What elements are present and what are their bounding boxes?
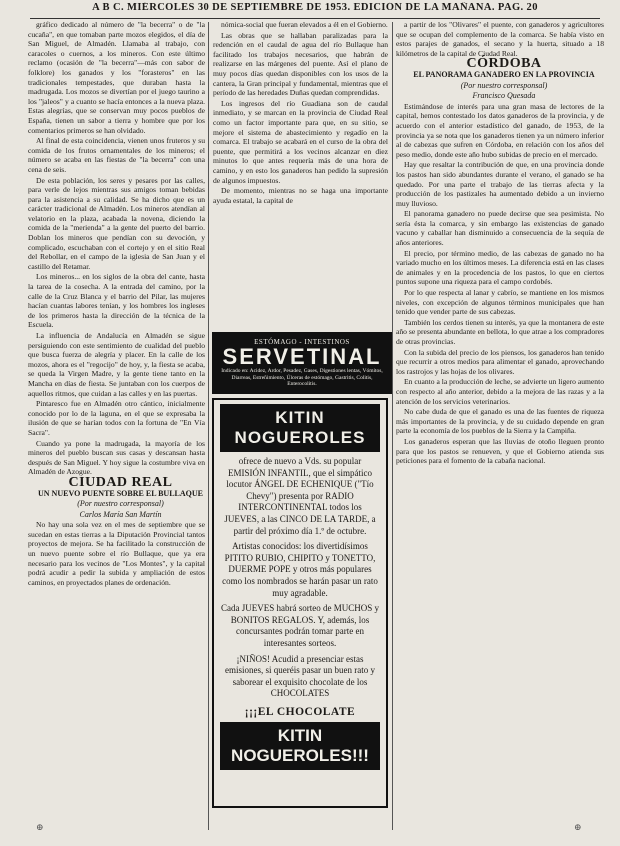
ad-paragraph: Cada JUEVES habrá sorteo de MUCHOS y BONITOS REGALOS. Y, además, los concursantes podrán tomar parte en interesantes sorteos. <box>221 603 379 648</box>
servetinal-ad <box>212 332 392 394</box>
column-2 <box>213 20 388 338</box>
ad-paragraph: Artistas conocidos: los divertidísimos PITITO RUBIO, CHIPITO y TONETTO, DUERME POPE y otros más populares como los nombrados se harán pasar un rato muy agradable. <box>222 541 378 598</box>
article-paragraph: a partir de los "Olivares" el puente, con ganaderos y agricultores que se ocupan del complemento de la comarca. Se había visto en estos parajes de ganados, el secano y la huerta, situado a 18 kilómetros de la capital de Ciudad Real. <box>396 20 604 58</box>
article-paragraph: gráfico dedicado al número de "la becerra" o de "la cucaña", en que tomaban parte mozos elegidos, el día de San Miguel, de Almadén. Llamaba al trabajo, con caracoles o cuernos, a los mineros. Con este último reclamo (ocasión de "la becerra"—más con sabor de folklore) los ganados y los "forasteros" en las tradicionales tempestades, que duraban hasta la madrugada. Los mozos se divertían por el juego taurino a los "jaleos" y a cuanto se hacía entonces a la nueva plaza. Estas alegrías, que se conservan muy pocos pueblos de España, tienen un sabor a tierra y hombre que por los comentarios primeros se han olvidado. <box>28 20 205 135</box>
ad-paragraph: ofrece de nuevo a Vds. su popular EMISIÓN INFANTIL, que el simpático locutor ÁNGEL DE ECHENIQUE ("Tío Chevy") presenta por RADIO INTERCONTINENTAL todos los JUEVES, a las CINCO DE LA TARDE, a partir del próximo día 1.º de octubre. <box>224 456 376 536</box>
noguerolas-brand-footer: KITIN NOGUEROLES!!! <box>220 722 380 770</box>
servetinal-description: Indicado en: Acidez, Ardor, Pesadez, Gases, Digestiones lentas, Vómitos, Diarreas, Estreñimiento, Úlceras de estómago, Gastritis, Colitis, Enterocolitis. <box>221 368 383 387</box>
article-paragraph: La influencia de Andalucía en Almadén se sigue persiguiendo con este sentimiento de cualidad del pueblo que busca fuerza de alegría y placer. En la calle de los mozos, ahora es el "regocijo" de hoy, y, la fiesta se acaba, se queda la Virgen Madre, y la gente tiene tanto en la Mancha en días de fiesta. Se juntaban con los cuerpos de aquellos ritmos, que cuidan a las calles y en las puertas. <box>28 331 205 398</box>
article-paragraph: Por lo que respecta al lanar y cabrío, se mantiene en los mismos niveles, con excepción de algunos términos municipales que han tenido que vender parte de sus cabezas. <box>396 288 604 317</box>
article-paragraph: El panorama ganadero no puede decirse que sea pesimista. No sería ésta la comarca, y sin embargo las existencias de ganado vacuno y caballar han disminuido a consecuencia de la sequía de años anteriores. <box>396 209 604 248</box>
section-note: (Por nuestro corresponsal) <box>460 80 548 90</box>
section-subtitle: UN NUEVO PUENTE SOBRE EL BULLAQUE <box>38 488 203 498</box>
article-paragraph: Los ingresos del río Guadiana son de caudal inmediato, y se marcan en la provincia de Ciudad Real como un factor importante para que, en su sitio, se mejore el sistema de abastecimiento y regadío en la comarca. El trabajo se acabará en el curso de la obra del puente, que permitirá a los vecinos alcanzar en diez minutos lo que antes requería más de una hora de camino, y en esto los ganaderos han pedido la supresión de algunos impuestos. <box>213 98 388 185</box>
column-1 <box>28 20 205 830</box>
article-paragraph: No cabe duda de que el ganado es una de las fuentes de riqueza más importantes de la provincia, y de su cuidado depende en gran parte la economía de los pueblos de la Sierra y la Campiña. <box>396 407 604 436</box>
article-paragraph: En cuanto a la producción de leche, se advierte un ligero aumento con respecto al año anterior, debido a la mejora de las razas y a la atención de los servicios veterinarios. <box>396 377 604 406</box>
register-mark-left: ⊕ <box>36 822 44 832</box>
article-paragraph: Las obras que se hallaban paralizadas para la redención en el caudal de agua del río Bullaque han facilitado los trabajos necesarios, que habrán de realizarse en las márgenes del puente. Así el plano de muy pocos días quedan disponibles con los usos de la cantera, la Gran principal y fundamental, mientras que el período de las heredades Duñas quedan comprendidas. <box>213 30 388 98</box>
noguerolas-brand: KITIN NOGUEROLES <box>220 404 380 452</box>
servetinal-brand: SERVETINAL <box>222 344 382 369</box>
article-paragraph: nómica-social que fueran elevados a él en el Gobierno. <box>221 20 388 29</box>
article-paragraph: También los cerdos tienen su interés, ya que la montanera de este año se presenta abundante en bellota, lo que atrae a los compradores de otras provincias. <box>396 317 604 346</box>
article-paragraph: De momento, mientras no se haga una importante ayuda estatal, la capital de <box>213 186 388 205</box>
noguerolas-ad <box>212 398 388 808</box>
servetinal-tagline: ESTÓMAGO - INTESTINOS <box>254 338 350 346</box>
article-paragraph: El precio, por término medio, de las cabezas de ganado no ha variado mucho en los últimos meses. La diferencia está en las clases de animales y en la procedencia de los pastos, lo que en ciertos puntos supone una riqueza para el campo cordobés. <box>396 248 604 287</box>
page-header: A B C. MIÉRCOLES 30 DE SEPTIEMBRE DE 1953. EDICIÓN DE LA MAÑANA. PAG. 20 <box>30 2 600 19</box>
article-paragraph: Los mineros... en los siglos de la obra del cante, hasta la tarea de la cosecha. A la entrada del camino, por la calle de la Cruz Blanca y el barrio del Pilar, las mujeres hacían cuantas labores tenían, y los hombres los ingleses de los primeros hasta la dirección de la técnica de la Escuela. <box>28 272 205 330</box>
article-paragraph: No hay una sola vez en el mes de septiembre que se sucedan en estas tierras a la Diputación Provincial tantos proyectos de mejora. Se ha facilitado la construcción de un nuevo puente sobre el río Bullaque, que ya era necesario para los vecinos de "Los Montes", y la capital podrá acudir a pedir la subida y ampliación de estos caminos, en proyectados planes de ordenación. <box>28 520 205 587</box>
section-title-cordoba: CÓRDOBA <box>466 56 542 72</box>
column-divider <box>208 22 209 830</box>
article-paragraph: Cuando ya pone la madrugada, la mayoría de los mineros del pueblo buscan sus casas y descansan hasta después de San Miguel. Y hoy sigue la costumbre viva en Almadén de Azogue. <box>28 438 205 477</box>
article-paragraph: Con la subida del precio de los piensos, los ganaderos han tenido que recurrir a otros medios para alimentar el ganado, aprovechando los rastrojos y las hojas de los olivares. <box>396 347 604 376</box>
article-paragraph: Pintaresco fue en Almadén otro cántico, inicialmente conocido por lo de la laguna, en el que se expresaba la ilusión de que se harían todos con la fortuna de "En Vía Sacra". <box>28 399 205 437</box>
noguerolas-body <box>220 456 380 700</box>
article-paragraph: De esta población, los seres y pesares por las calles, para verle de lejos mientras sus amigos toman bebidas para la asistencia a su calidad. Se ha dicho que es un carácter tradicional de Almadén. Los mineros atendían al velatorio en la plaza, acabada la novena, diciendo la comida de la "merienda" a la gente del puerto del barrio. Doblan los mineros que pendían con su devoción, y complicado, escuchaban con el cortejo y en el sitio Real del Rebollar, en el campo de la iglesia de San Juan y el castillo del Retamar. <box>28 175 205 271</box>
column-divider <box>392 22 393 830</box>
article-paragraph: Estimándose de interés para una gran masa de lectores de la capital, hemos contestado los datos ganaderos de la provincia, y de acuerdo con el anterior estadístico del ganado, de 1953, de la provincia ya se nota que los ganaderos tienen ya un número inferior al de cabezas que sufren en Córdoba, en relación con los años del peso medio, donde este año hubo subidas de precio en el mercado. <box>396 101 604 159</box>
section-author: Carlos María San Martín <box>79 509 162 519</box>
section-note: (Por nuestro corresponsal) <box>77 499 164 509</box>
register-mark-right: ⊕ <box>574 822 582 832</box>
ad-paragraph: ¡NIÑOS! Acudid a presenciar estas emisiones, si queréis pasar un buen rato y saborear el exquisito chocolate de los CHOCOLATES <box>225 653 375 699</box>
section-author: Francisco Quesada <box>472 91 536 101</box>
noguerolas-slogan: ¡¡¡EL CHOCOLATE <box>244 705 356 718</box>
article-paragraph: Al final de esta coincidencia, vienen unos fruteros y su comida de los frutos ornamentales de los mineros; el número se acaba en las fiestas de "la becerra" con una cena de seis. <box>28 136 205 174</box>
section-title-ciudad-real: CIUDAD REAL <box>68 474 173 490</box>
column-3 <box>396 20 604 840</box>
article-paragraph: Los ganaderos esperan que las lluvias de otoño lleguen pronto para que los pastos se renueven, y que el Gobierno atienda sus peticiones para el fomento de la cabaña nacional. <box>396 436 604 466</box>
section-subtitle: EL PANORAMA GANADERO EN LA PROVINCIA <box>413 69 595 79</box>
article-paragraph: Hay que resaltar la contribución de que, en una provincia donde los pastos han sido abundantes durante el verano, el ganado se ha quedado. Por una parte el trabajo de las tierras afecta y la producción de los pastizales ha aumentado debido a un invierno muy lluvioso. <box>396 160 604 208</box>
